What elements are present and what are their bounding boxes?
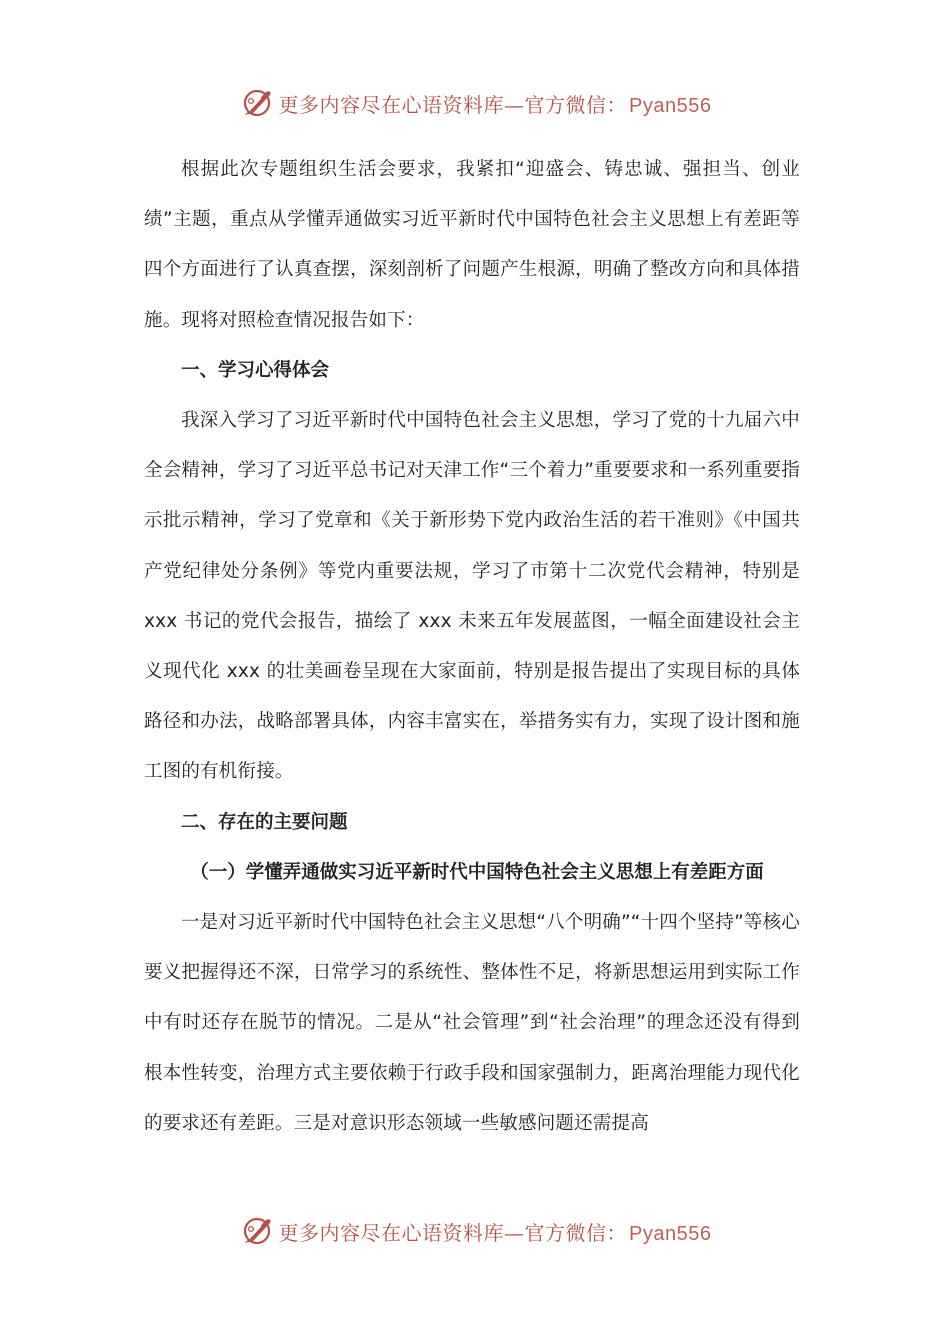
banner-text	[279, 1217, 712, 1246]
quill-pen-logo-icon	[239, 85, 275, 121]
section-heading-study: 一、学习心得体会	[181, 359, 330, 381]
footer-watermark-banner	[0, 1211, 950, 1251]
wechat-id: Pyan556	[629, 94, 712, 117]
section-heading-problems: 二、存在的主要问题	[181, 811, 348, 833]
banner-slogan: 更多内容尽在心语资料库—官方微信：	[278, 92, 628, 117]
study-paragraph: 我深入学习了习近平新时代中国特色社会主义思想，学习了党的十九届六中全会精神，学习了习近平总书记对天津工作“三个着力”重要要求和一系列重要指示批示精神，学习了党章和《关于新形势下党内政治生活的若干准则》《中国共产党纪律处分条例》等党内重要法规，学习了市第十二次党代会精神，特别是 xxx 书记的党代会报告，描绘了 xxx 未来五年发展蓝图，一幅全面建设社会主义现代化 xxx 的壮美画卷呈现在大家面前，特别是报告提出了实现目标的具体路径和办法，战略部署具体，内容丰富实在，举措务实有力，实现了设计图和施工图的有机衔接。	[144, 410, 800, 783]
header-watermark-banner	[0, 83, 950, 123]
intro-paragraph: 根据此次专题组织生活会要求，我紧扣“迎盛会、铸忠诚、强担当、创业绩”主题，重点从学懂弄通做实习近平新时代中国特色社会主义思想上有差距等四个方面进行了认真查摆，深刻剖析了问题产生根源，明确了整改方向和具体措施。现将对照检查情况报告如下：	[144, 159, 800, 331]
quill-pen-logo-icon	[239, 1213, 275, 1249]
wechat-id: Pyan556	[629, 1222, 712, 1245]
subsection-heading-theory: （一）学懂弄通做实习近平新时代中国特色社会主义思想上有差距方面	[190, 861, 764, 883]
banner-slogan: 更多内容尽在心语资料库—官方微信：	[278, 1220, 628, 1245]
problems-paragraph: 一是对习近平新时代中国特色社会主义思想“八个明确”“十四个坚持”等核心要义把握得还不深，日常学习的系统性、整体性不足，将新思想运用到实际工作中有时还存在脱节的情况。二是从“社会管理”到“社会治理”的理念还没有得到根本性转变，治理方式主要依赖于行政手段和国家强制力，距离治理能力现代化的要求还有差距。三是对意识形态领域一些敏感问题还需提高	[144, 912, 800, 1134]
document-body	[144, 145, 800, 1149]
banner-text	[279, 89, 712, 118]
